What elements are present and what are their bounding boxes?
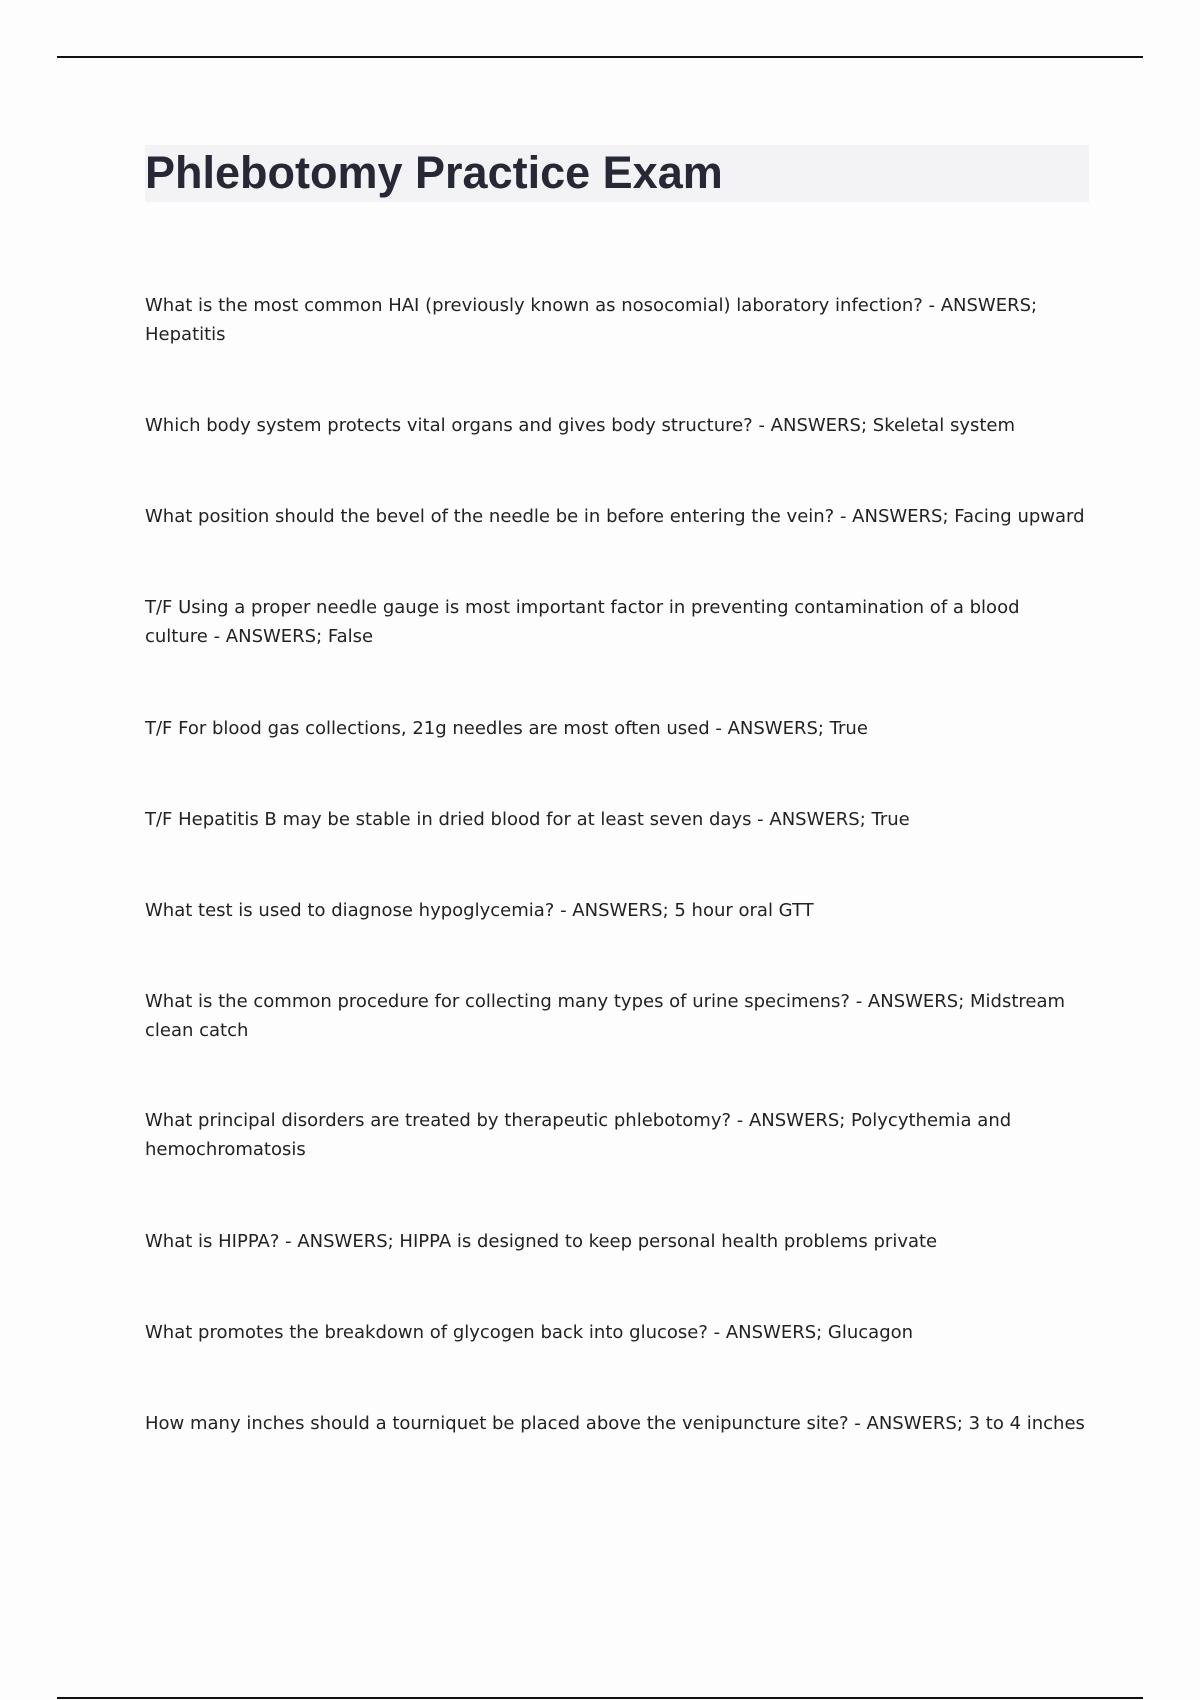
- question-item: How many inches should a tourniquet be placed above the venipuncture site? - ANSWERS; 3 to 4 inches: [145, 1413, 1085, 1434]
- question-item: What principal disorders are treated by therapeutic phlebotomy? - ANSWERS; Polycythemia and hemochromatosis: [145, 1110, 1012, 1160]
- top-rule: [57, 56, 1143, 58]
- question-item: What is the most common HAI (previously known as nosocomial) laboratory infection? - ANSWERS; Hepatitis: [145, 295, 1038, 345]
- question-item: T/F Using a proper needle gauge is most important factor in preventing contamination of a blood culture - ANSWERS; False: [145, 597, 1020, 647]
- question-item: Which body system protects vital organs and gives body structure? - ANSWERS; Skeletal system: [145, 415, 1016, 436]
- question-item: T/F Hepatitis B may be stable in dried blood for at least seven days - ANSWERS; True: [145, 809, 910, 830]
- question-item: What test is used to diagnose hypoglycemia? - ANSWERS; 5 hour oral GTT: [145, 900, 814, 921]
- question-item: What is HIPPA? - ANSWERS; HIPPA is designed to keep personal health problems private: [145, 1231, 938, 1252]
- page-title: Phlebotomy Practice Exam: [145, 147, 723, 198]
- question-item: What promotes the breakdown of glycogen back into glucose? - ANSWERS; Glucagon: [145, 1322, 914, 1343]
- question-item: T/F For blood gas collections, 21g needles are most often used - ANSWERS; True: [145, 718, 868, 739]
- question-item: What is the common procedure for collecting many types of urine specimens? - ANSWERS; Midstream clean catch: [145, 991, 1066, 1041]
- bottom-rule: [57, 1697, 1143, 1699]
- question-item: What position should the bevel of the needle be in before entering the vein? - ANSWERS; Facing upward: [145, 506, 1085, 527]
